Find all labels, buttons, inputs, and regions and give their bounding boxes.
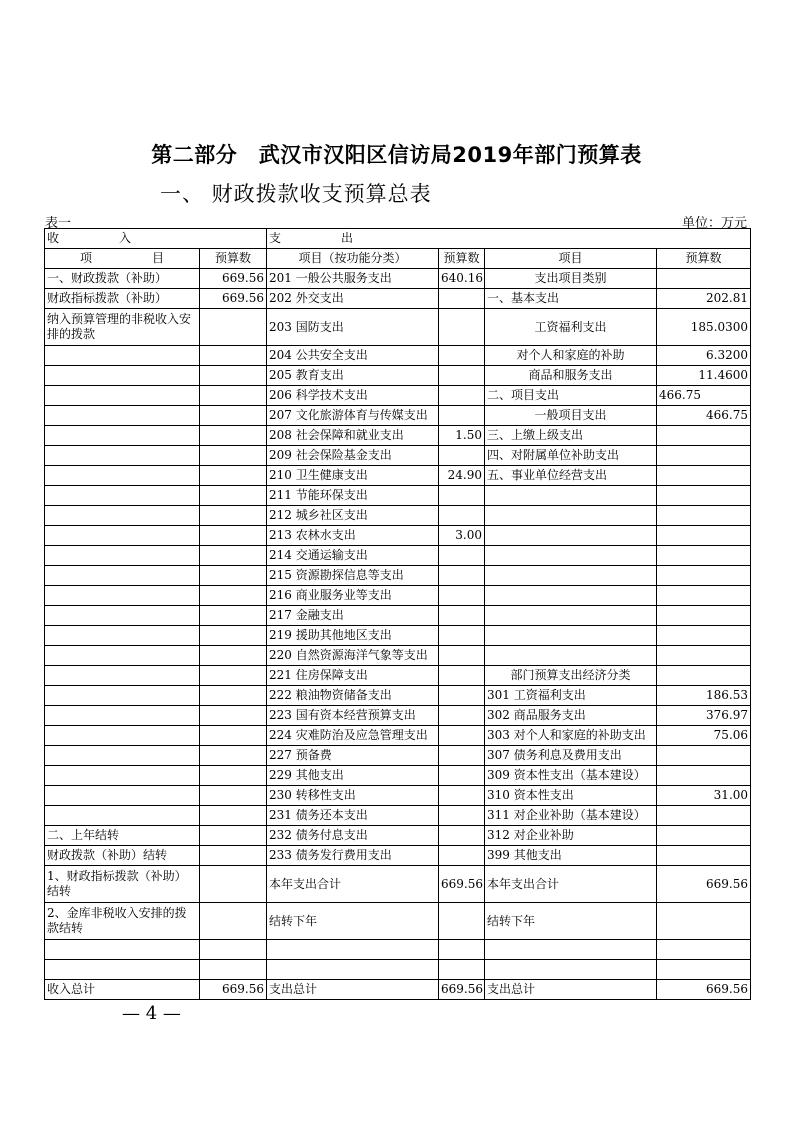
expense-item-cell: 312 对企业补助: [485, 826, 657, 846]
table-row: [45, 706, 751, 726]
func-budget-cell: [439, 446, 485, 466]
func-item-cell: 203 国防支出: [267, 309, 439, 346]
table-row: [45, 686, 751, 706]
func-budget-cell: [439, 746, 485, 766]
expense-item-cell: [485, 566, 657, 586]
table-row: [45, 289, 751, 309]
func-item-cell: 208 社会保障和就业支出: [267, 426, 439, 446]
table-row: [45, 309, 751, 346]
income-item-cell: [45, 446, 200, 466]
income-budget-cell: 669.56: [200, 269, 267, 289]
income-item-cell: 2、金库非税收入安排的拨款结转: [45, 903, 200, 940]
func-budget-cell: [439, 386, 485, 406]
expense-budget-cell: [657, 426, 751, 446]
expense-budget-cell: 185.0300: [657, 309, 751, 346]
income-budget-cell: 669.56: [200, 980, 267, 1000]
expense-budget-cell: [657, 566, 751, 586]
table-row: [45, 903, 751, 940]
income-item-cell: [45, 466, 200, 486]
income-budget-cell: [200, 309, 267, 346]
table-row: [45, 746, 751, 766]
table-row: [45, 766, 751, 786]
expense-item-cell: [485, 546, 657, 566]
income-budget-cell: [200, 826, 267, 846]
header-row-2: [45, 249, 751, 269]
expense-budget-cell: [657, 806, 751, 826]
expense-budget-cell: [657, 940, 751, 960]
table-row: [45, 466, 751, 486]
func-budget-cell: [439, 289, 485, 309]
budget-table: [44, 228, 751, 1000]
expense-budget-cell: 31.00: [657, 786, 751, 806]
func-item-cell: 215 资源勘探信息等支出: [267, 566, 439, 586]
expense-budget-cell: [657, 586, 751, 606]
expense-item-cell: 302 商品服务支出: [485, 706, 657, 726]
income-budget-cell: [200, 866, 267, 903]
income-budget-cell: [200, 626, 267, 646]
expense-budget-cell: [657, 766, 751, 786]
func-item-cell: 232 债务付息支出: [267, 826, 439, 846]
func-item-cell: 233 债务发行费用支出: [267, 846, 439, 866]
expense-item-cell: [485, 940, 657, 960]
table-row: [45, 606, 751, 626]
func-budget-cell: [439, 366, 485, 386]
income-budget-cell: [200, 846, 267, 866]
income-budget-cell: [200, 706, 267, 726]
expense-budget-cell: 75.06: [657, 726, 751, 746]
income-item-cell: [45, 486, 200, 506]
expense-budget-cell: [657, 466, 751, 486]
expense-budget-cell: [657, 626, 751, 646]
expense-item-cell: 结转下年: [485, 903, 657, 940]
income-budget-cell: [200, 406, 267, 426]
expense-item-cell: 四、对附属单位补助支出: [485, 446, 657, 466]
expense-item-cell: 本年支出合计: [485, 866, 657, 903]
income-budget-cell: [200, 426, 267, 446]
income-item-cell: [45, 706, 200, 726]
expense-budget-cell: [657, 506, 751, 526]
func-budget-cell: [439, 806, 485, 826]
income-budget-cell: [200, 746, 267, 766]
expense-item-cell: 399 其他支出: [485, 846, 657, 866]
func-item-cell: 221 住房保障支出: [267, 666, 439, 686]
table-row: [45, 586, 751, 606]
expense-budget-cell: [657, 546, 751, 566]
func-item-cell: 204 公共安全支出: [267, 346, 439, 366]
func-item-cell: 213 农林水支出: [267, 526, 439, 546]
table-row: [45, 646, 751, 666]
func-budget-cell: [439, 706, 485, 726]
income-item-cell: 1、财政指标拨款（补助）结转: [45, 866, 200, 903]
expense-budget-cell: [657, 486, 751, 506]
income-item-cell: 纳入预算管理的非税收入安排的拨款: [45, 309, 200, 346]
table-row: [45, 806, 751, 826]
table-row: [45, 566, 751, 586]
income-item-cell: [45, 566, 200, 586]
income-item-cell: [45, 960, 200, 980]
income-budget-cell: [200, 606, 267, 626]
income-item-cell: [45, 686, 200, 706]
expense-budget-cell: 669.56: [657, 866, 751, 903]
expense-item-cell: 一般项目支出: [485, 406, 657, 426]
table-row: [45, 506, 751, 526]
unit-label: 单位：万元: [681, 216, 747, 231]
func-item-cell: 205 教育支出: [267, 366, 439, 386]
expense-item-cell: 311 对企业补助（基本建设）: [485, 806, 657, 826]
expense-header: 支 出: [267, 229, 751, 249]
func-budget-cell: [439, 506, 485, 526]
func-item-cell: [267, 940, 439, 960]
expense-budget-cell: [657, 606, 751, 626]
expense-item-cell: [485, 646, 657, 666]
func-item-cell: 220 自然资源海洋气象等支出: [267, 646, 439, 666]
income-item-cell: [45, 426, 200, 446]
income-item-cell: [45, 606, 200, 626]
func-budget-cell: [439, 766, 485, 786]
item-col3-header: 项目: [485, 249, 657, 269]
header-row-1: [45, 229, 751, 249]
income-item-cell: [45, 766, 200, 786]
expense-item-cell: [485, 506, 657, 526]
income-header: 收 入: [45, 229, 267, 249]
table-row: [45, 726, 751, 746]
income-budget-cell: [200, 646, 267, 666]
func-item-cell: 224 灾难防治及应急管理支出: [267, 726, 439, 746]
func-item-cell: 201 一般公共服务支出: [267, 269, 439, 289]
func-budget-cell: [439, 606, 485, 626]
income-item-cell: [45, 666, 200, 686]
income-budget-cell: [200, 506, 267, 526]
func-budget-cell: [439, 940, 485, 960]
expense-budget-cell: [657, 526, 751, 546]
expense-item-cell: [485, 960, 657, 980]
func-item-cell: 230 转移性支出: [267, 786, 439, 806]
func-item-cell: 210 卫生健康支出: [267, 466, 439, 486]
func-item-cell: 229 其他支出: [267, 766, 439, 786]
table-row: [45, 269, 751, 289]
func-budget-cell: [439, 666, 485, 686]
func-budget-cell: [439, 726, 485, 746]
func-item-cell: 231 债务还本支出: [267, 806, 439, 826]
income-budget-cell: [200, 726, 267, 746]
income-budget-cell: [200, 586, 267, 606]
income-budget-cell: [200, 466, 267, 486]
expense-item-cell: 307 债务利息及费用支出: [485, 746, 657, 766]
budget-col-header: 预算数: [200, 249, 267, 269]
income-budget-cell: [200, 903, 267, 940]
expense-budget-cell: 466.75: [657, 406, 751, 426]
income-budget-cell: [200, 346, 267, 366]
budget-table-body: [45, 229, 751, 1000]
budget-col2-header: 预算数: [439, 249, 485, 269]
table-row: [45, 426, 751, 446]
expense-budget-cell: 376.97: [657, 706, 751, 726]
expense-item-cell: 商品和服务支出: [485, 366, 657, 386]
income-budget-cell: [200, 806, 267, 826]
expense-item-cell: [485, 586, 657, 606]
func-budget-cell: [439, 546, 485, 566]
table-row: [45, 940, 751, 960]
income-budget-cell: [200, 526, 267, 546]
page-title: 第二部分 武汉市汉阳区信访局2019年部门预算表: [151, 143, 642, 167]
func-item-cell: 222 粮油物资储备支出: [267, 686, 439, 706]
expense-budget-cell: [657, 746, 751, 766]
func-item-cell: [267, 960, 439, 980]
func-item-cell: 217 金融支出: [267, 606, 439, 626]
table-row: [45, 346, 751, 366]
expense-item-cell: [485, 486, 657, 506]
func-item-cell: 216 商业服务业等支出: [267, 586, 439, 606]
income-item-cell: [45, 526, 200, 546]
table-subtitle: 一、 财政拨款收支预算总表: [160, 182, 432, 206]
func-budget-cell: [439, 686, 485, 706]
expense-budget-cell: [657, 666, 751, 686]
income-budget-cell: [200, 786, 267, 806]
income-item-cell: [45, 646, 200, 666]
func-budget-cell: [439, 309, 485, 346]
income-budget-cell: [200, 940, 267, 960]
item-col-header: 项 目: [45, 249, 200, 269]
expense-item-cell: 支出总计: [485, 980, 657, 1000]
income-item-cell: 财政拨款（补助）结转: [45, 846, 200, 866]
expense-item-cell: 303 对个人和家庭的补助支出: [485, 726, 657, 746]
expense-item-cell: 二、项目支出: [485, 386, 657, 406]
expense-item-cell: 对个人和家庭的补助: [485, 346, 657, 366]
func-item-cell: 211 节能环保支出: [267, 486, 439, 506]
expense-budget-cell: 186.53: [657, 686, 751, 706]
expense-item-cell: 301 工资福利支出: [485, 686, 657, 706]
income-item-cell: [45, 726, 200, 746]
table-row: [45, 446, 751, 466]
expense-item-cell: 五、事业单位经营支出: [485, 466, 657, 486]
func-budget-cell: [439, 486, 485, 506]
table-row: [45, 366, 751, 386]
table-row: [45, 526, 751, 546]
func-item-cell: 212 城乡社区支出: [267, 506, 439, 526]
income-budget-cell: 669.56: [200, 289, 267, 309]
expense-item-cell: 支出项目类别: [485, 269, 657, 289]
income-item-cell: [45, 586, 200, 606]
table-row: [45, 866, 751, 903]
func-budget-cell: [439, 786, 485, 806]
table-row: [45, 786, 751, 806]
table-row: [45, 960, 751, 980]
income-budget-cell: [200, 366, 267, 386]
expense-item-cell: 310 资本性支出: [485, 786, 657, 806]
income-budget-cell: [200, 686, 267, 706]
income-item-cell: [45, 940, 200, 960]
table-row: [45, 666, 751, 686]
income-budget-cell: [200, 766, 267, 786]
table-row: [45, 826, 751, 846]
func-budget-cell: [439, 586, 485, 606]
func-item-cell: 本年支出合计: [267, 866, 439, 903]
table-row: [45, 386, 751, 406]
income-item-cell: [45, 506, 200, 526]
expense-item-cell: [485, 606, 657, 626]
expense-budget-cell: 669.56: [657, 980, 751, 1000]
income-budget-cell: [200, 666, 267, 686]
func-item-cell: 结转下年: [267, 903, 439, 940]
income-item-cell: [45, 546, 200, 566]
income-item-cell: [45, 806, 200, 826]
expense-budget-cell: 6.3200: [657, 346, 751, 366]
expense-budget-cell: 466.75: [657, 386, 751, 406]
expense-item-cell: [485, 526, 657, 546]
func-budget-cell: [439, 903, 485, 940]
func-item-cell: 219 援助其他地区支出: [267, 626, 439, 646]
func-item-cell: 209 社会保险基金支出: [267, 446, 439, 466]
table-row: [45, 546, 751, 566]
func-budget-cell: [439, 826, 485, 846]
func-budget-cell: [439, 626, 485, 646]
expense-budget-cell: 202.81: [657, 289, 751, 309]
func-budget-cell: 640.16: [439, 269, 485, 289]
table-row: [45, 980, 751, 1000]
func-item-col-header: 项目（按功能分类）: [267, 249, 439, 269]
income-budget-cell: [200, 486, 267, 506]
table-row: [45, 846, 751, 866]
income-budget-cell: [200, 546, 267, 566]
income-item-cell: 财政指标拨款（补助）: [45, 289, 200, 309]
expense-item-cell: 一、基本支出: [485, 289, 657, 309]
func-budget-cell: [439, 960, 485, 980]
income-item-cell: [45, 366, 200, 386]
func-budget-cell: [439, 646, 485, 666]
income-item-cell: [45, 386, 200, 406]
expense-budget-cell: [657, 960, 751, 980]
expense-item-cell: [485, 626, 657, 646]
func-item-cell: 214 交通运输支出: [267, 546, 439, 566]
income-budget-cell: [200, 566, 267, 586]
income-item-cell: [45, 626, 200, 646]
func-budget-cell: 3.00: [439, 526, 485, 546]
expense-budget-cell: [657, 903, 751, 940]
func-budget-cell: [439, 846, 485, 866]
income-item-cell: [45, 786, 200, 806]
func-item-cell: 223 国有资本经营预算支出: [267, 706, 439, 726]
income-item-cell: [45, 406, 200, 426]
func-budget-cell: 669.56: [439, 866, 485, 903]
func-budget-cell: 1.50: [439, 426, 485, 446]
expense-item-cell: 309 资本性支出（基本建设）: [485, 766, 657, 786]
income-budget-cell: [200, 386, 267, 406]
func-item-cell: 227 预备费: [267, 746, 439, 766]
expense-budget-cell: [657, 826, 751, 846]
func-item-cell: 支出总计: [267, 980, 439, 1000]
func-budget-cell: 669.56: [439, 980, 485, 1000]
func-item-cell: 206 科学技术支出: [267, 386, 439, 406]
expense-budget-cell: [657, 846, 751, 866]
expense-item-cell: 工资福利支出: [485, 309, 657, 346]
func-item-cell: 202 外交支出: [267, 289, 439, 309]
income-item-cell: [45, 746, 200, 766]
budget-col3-header: 预算数: [657, 249, 751, 269]
func-budget-cell: 24.90: [439, 466, 485, 486]
func-budget-cell: [439, 406, 485, 426]
income-item-cell: 收入总计: [45, 980, 200, 1000]
expense-budget-cell: [657, 446, 751, 466]
income-budget-cell: [200, 960, 267, 980]
func-budget-cell: [439, 346, 485, 366]
expense-budget-cell: [657, 646, 751, 666]
table-label: 表一: [45, 216, 72, 231]
income-item-cell: [45, 346, 200, 366]
expense-item-cell: 部门预算支出经济分类: [485, 666, 657, 686]
table-row: [45, 406, 751, 426]
income-budget-cell: [200, 446, 267, 466]
func-item-cell: 207 文化旅游体育与传媒支出: [267, 406, 439, 426]
expense-item-cell: 三、上缴上级支出: [485, 426, 657, 446]
income-item-cell: 一、财政拨款（补助）: [45, 269, 200, 289]
table-row: [45, 486, 751, 506]
expense-budget-cell: [657, 269, 751, 289]
func-budget-cell: [439, 566, 485, 586]
income-item-cell: 二、上年结转: [45, 826, 200, 846]
page-number: — 4 —: [122, 1003, 181, 1024]
table-row: [45, 626, 751, 646]
expense-budget-cell: 11.4600: [657, 366, 751, 386]
